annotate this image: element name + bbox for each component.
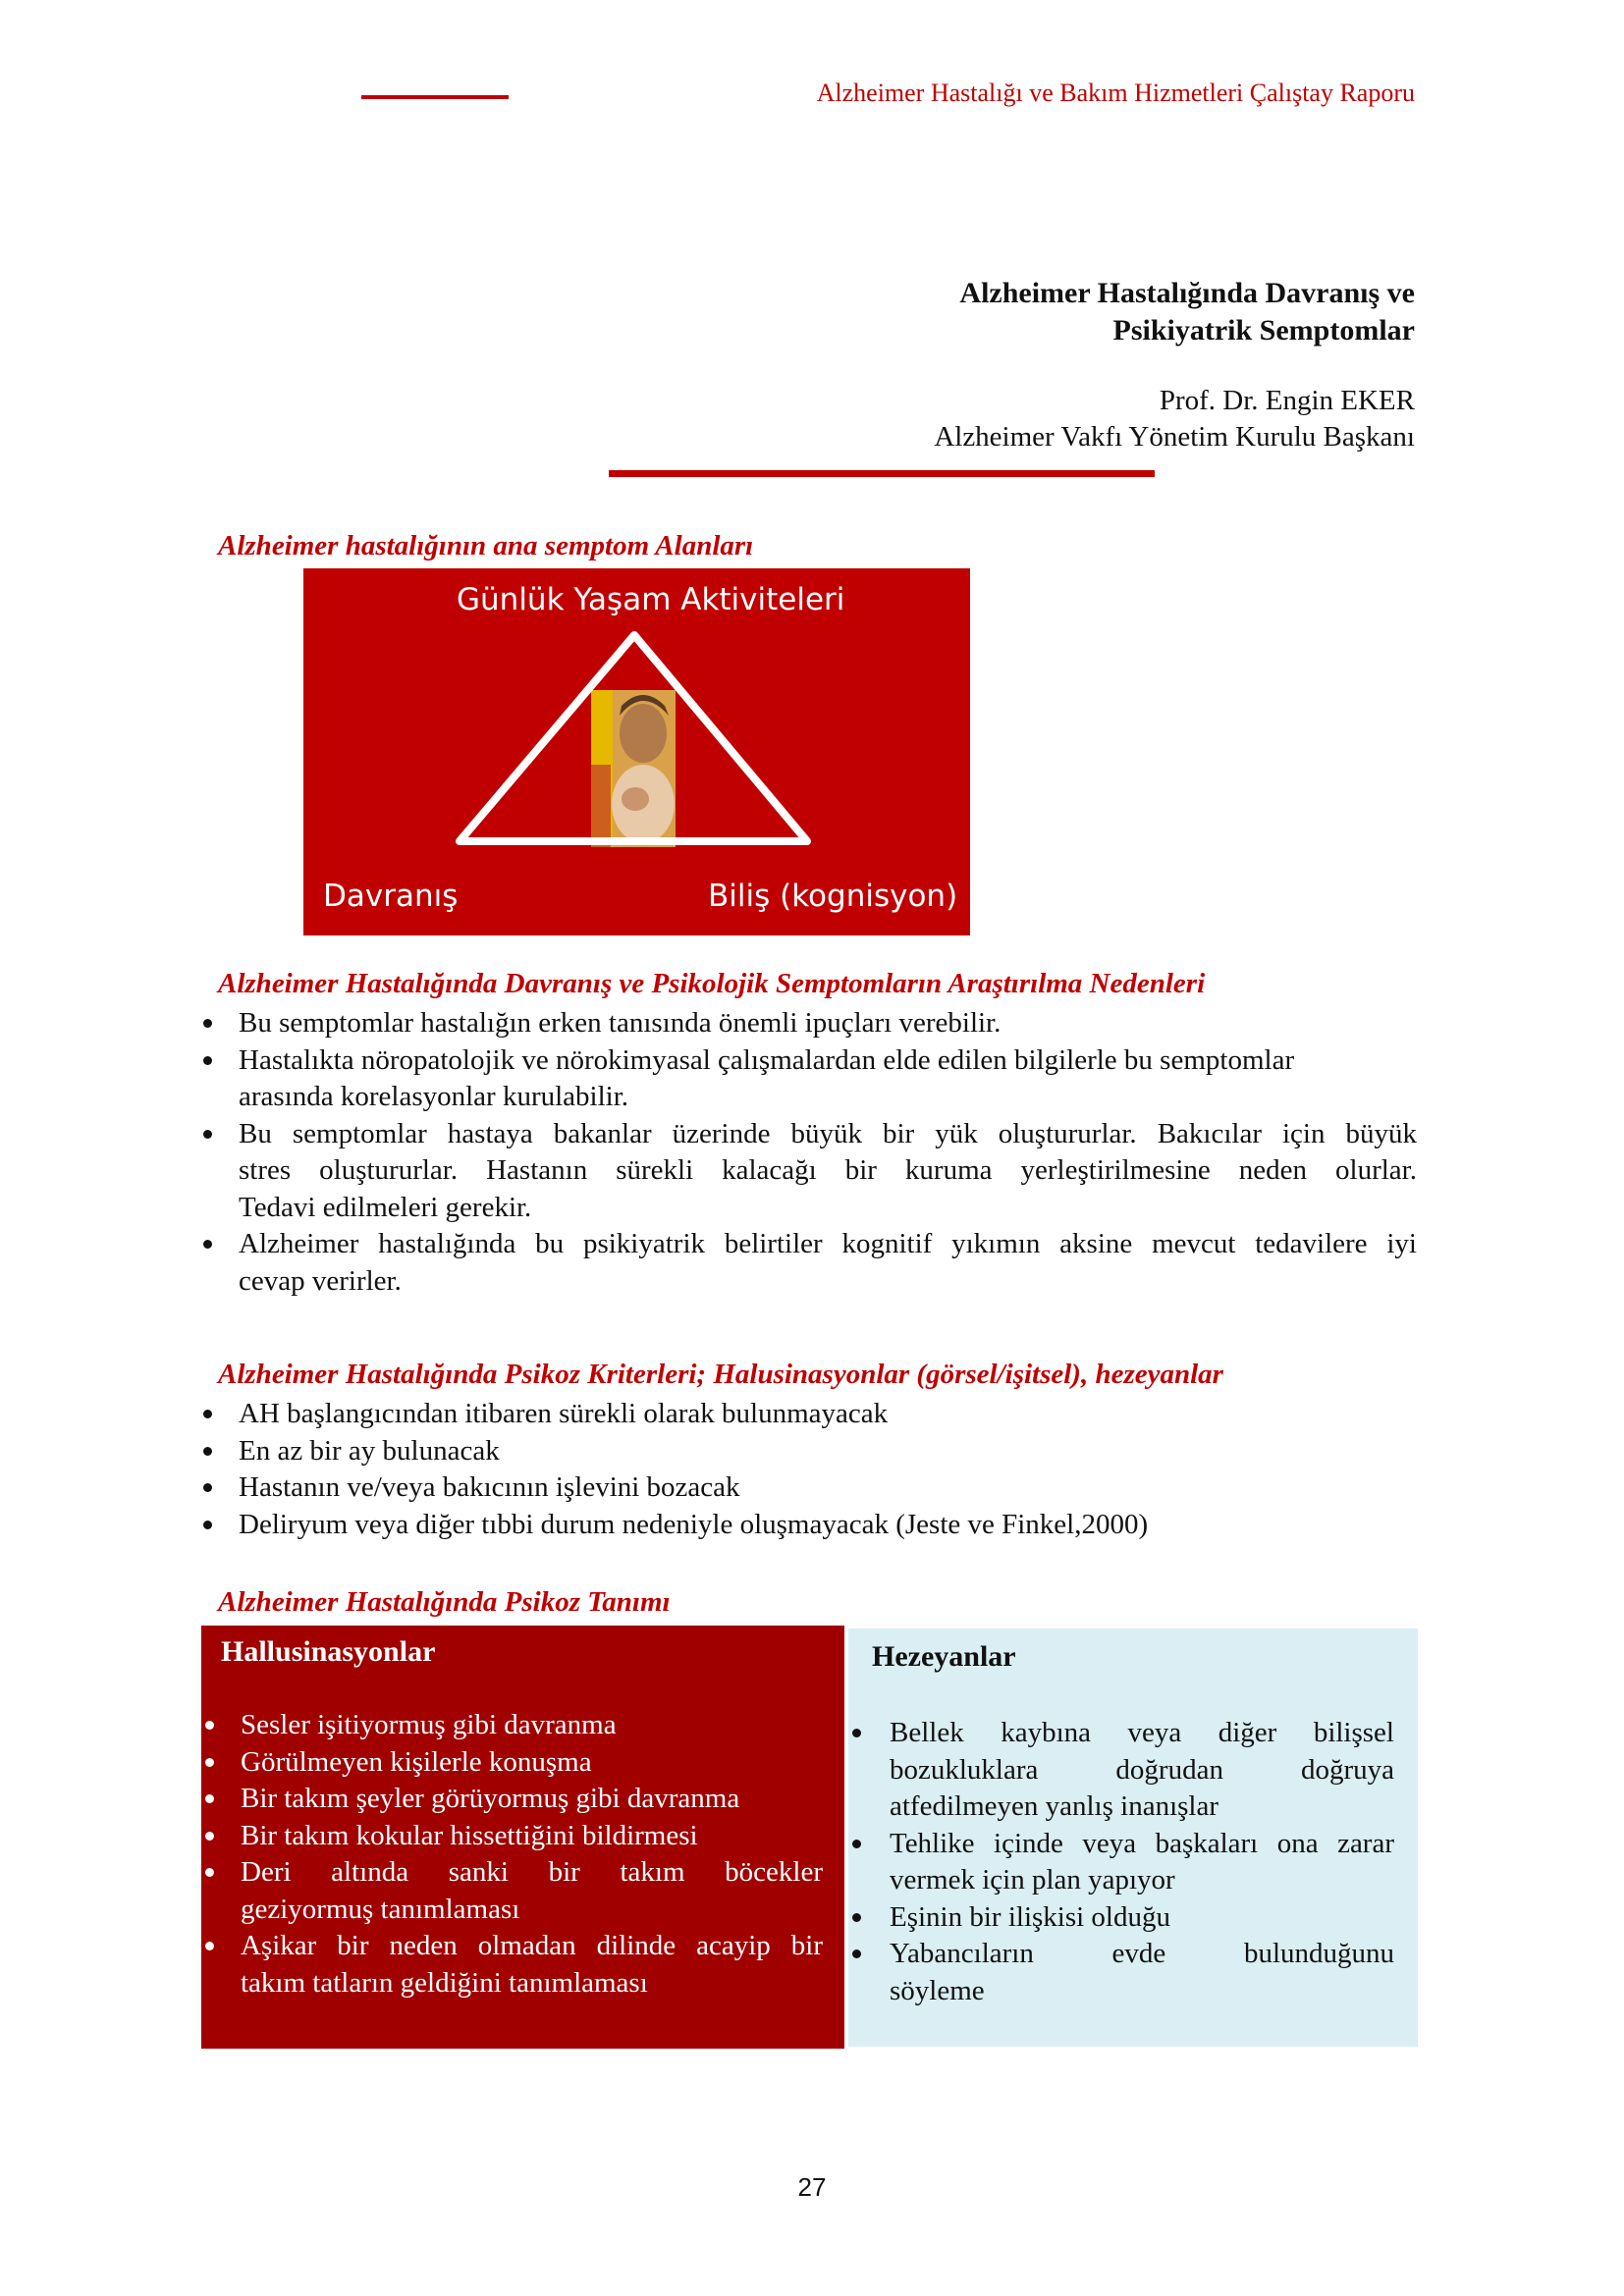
list-item: Bir takım şeyler görüyormuş gibi davranma [201,1781,823,1818]
author-affiliation: Alzheimer Vakfı Yönetim Kurulu Başkanı [934,421,1415,453]
list-item: Tehlike içinde veya başkaları ona zarar vermek için plan yapıyor [848,1826,1394,1899]
list-item: Görülmeyen kişilerle konuşma [201,1744,823,1782]
list-item: Bu semptomlar hastalığın erken tanısında önemli ipuçları verebilir. [199,1005,1417,1042]
article-byline [934,383,1415,455]
list-item: Eşinin bir ilişkisi olduğu [848,1899,1394,1937]
list-item: Bellek kaybına veya diğer bilişsel bozukluklara doğrudan doğruya atfedilmeyen yanlış inanışlar [848,1715,1394,1826]
hallucinations-title: Hallusinasyonlar [221,1635,436,1668]
reasons-list [199,1005,1417,1300]
delusions-title: Hezeyanlar [872,1640,1016,1673]
page-number: 27 [797,2172,827,2202]
title-divider [609,470,1155,477]
list-item: Sesler işitiyormuş gibi davranma [201,1707,823,1744]
cognition-label: Biliş (kognisyon) [708,879,958,914]
criteria-list [199,1396,1417,1543]
reasons-section-heading: Alzheimer Hastalığında Davranış ve Psikolojik Semptomların Araştırılma Nedenleri [218,968,1206,999]
definition-section-heading: Alzheimer Hastalığında Psikoz Tanımı [218,1586,671,1618]
delusions-list [848,1715,1394,2009]
delusions-panel [848,1629,1418,2047]
list-item: AH başlangıcından itibaren sürekli olarak bulunmayacak [199,1396,1417,1433]
list-item: Yabancıların evde bulunduğunu söyleme [848,1936,1394,2009]
list-item: En az bir ay bulunacak [199,1433,1417,1470]
list-item: Deri altında sanki bir takım böcekler geziyormuş tanımlaması [201,1854,823,1928]
daily-living-activities-label: Günlük Yaşam Aktiviteleri [457,582,845,617]
behavior-label: Davranış [323,879,459,914]
list-item: Bu semptomlar hastaya bakanlar üzerinde büyük bir yük oluştururlar. Bakıcılar için büyük stres oluştururlar. Hastanın sürekli kalacağı bir kuruma yerleştirilmesine neden olurlar. Tedavi edilmeleri gerekir. [199,1116,1417,1227]
list-item: Aşikar bir neden olmadan dilinde acayip bir takım tatların geldiğini tanımlaması [201,1928,823,2002]
list-item: Deliryum veya diğer tıbbi durum nedeniyle oluşmayacak (Jeste ve Finkel,2000) [199,1507,1417,1544]
diagram-section-heading: Alzheimer hastalığının ana semptom Alanları [218,530,754,561]
list-item: Hastalıkta nöropatolojik ve nörokimyasal çalışmalardan elde edilen bilgilerle bu semptomlar arasında korelasyonlar kurulabilir. [199,1042,1417,1116]
symptom-domains-diagram [303,568,970,935]
running-header-title: Alzheimer Hastalığı ve Bakım Hizmetleri Çalıştay Raporu [816,79,1415,107]
author-name: Prof. Dr. Engin EKER [1159,385,1415,416]
article-title [959,275,1415,349]
list-item: Alzheimer hastalığında bu psikiyatrik belirtiler kognitif yıkımın aksine mevcut tedavilere iyi cevap verirler. [199,1226,1417,1300]
article-title-line-2: Psikiyatrik Semptomlar [1112,314,1415,347]
article-title-line-1: Alzheimer Hastalığında Davranış ve [959,277,1415,309]
hallucinations-list [201,1707,823,2002]
list-item: Bir takım kokular hissettiğini bildirmesi [201,1818,823,1855]
patient-photo [591,690,676,847]
criteria-section-heading: Alzheimer Hastalığında Psikoz Kriterleri; Halusinasyonlar (görsel/işitsel), hezeyanlar [218,1359,1223,1390]
hallucinations-panel [201,1626,844,2049]
header-accent-line [361,95,509,99]
list-item: Hastanın ve/veya bakıcının işlevini bozacak [199,1469,1417,1507]
